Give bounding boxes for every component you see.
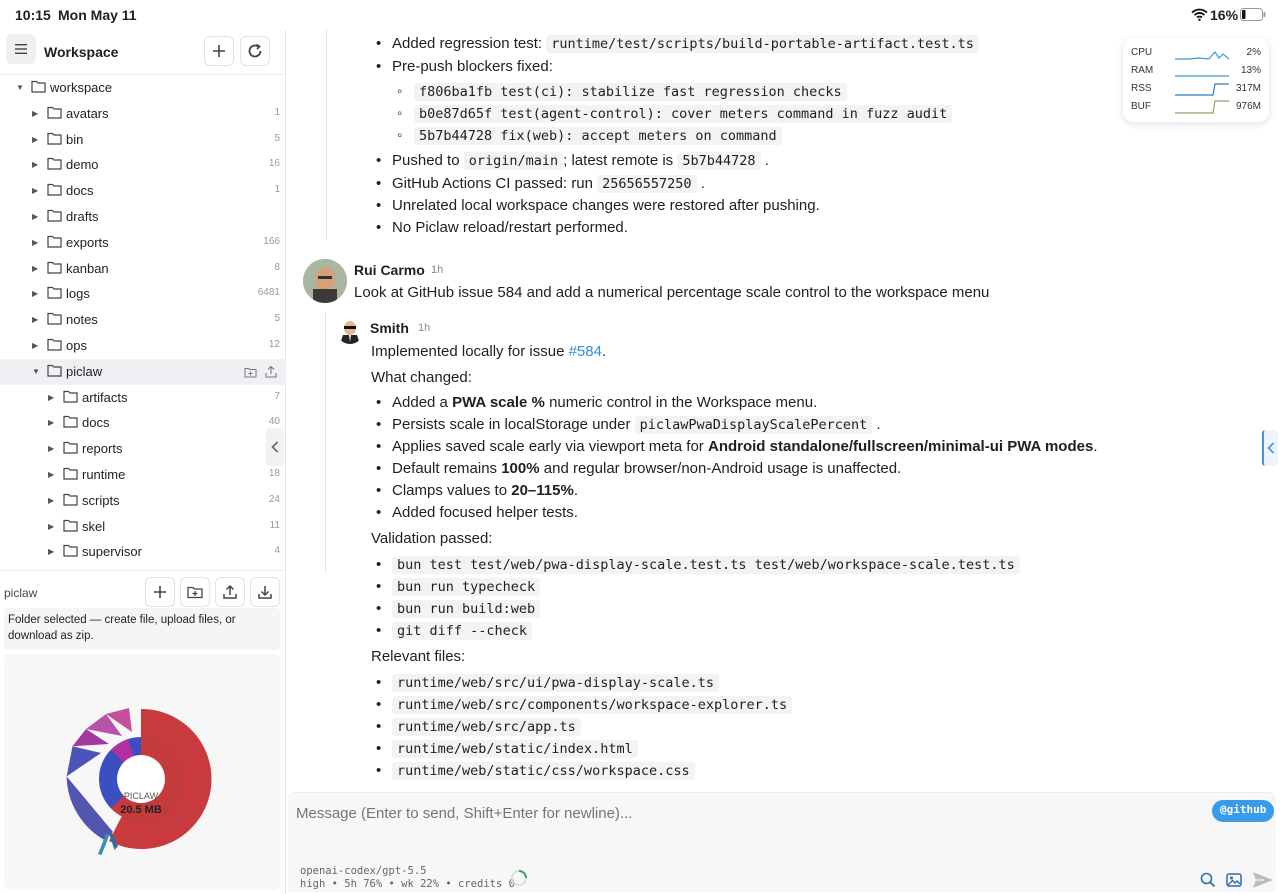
tree-item-label: exports	[66, 234, 109, 250]
new-file-button[interactable]	[204, 36, 234, 66]
folder-icon	[47, 132, 62, 148]
right-panel-handle[interactable]	[1262, 430, 1278, 466]
section-heading: Relevant files:	[371, 648, 466, 665]
tree-item-label: runtime	[82, 467, 126, 482]
meter-rss: RSS 317M	[1131, 80, 1261, 98]
avatar	[303, 259, 347, 303]
tree-item-notes[interactable]	[0, 307, 286, 333]
tree-item-label: notes	[66, 312, 98, 328]
caret-right-icon[interactable]: ▶	[32, 134, 39, 144]
search-icon[interactable]	[1200, 872, 1216, 888]
list-item: • Added focused helper tests.	[376, 504, 578, 521]
usage-stats: high • 5h 76% • wk 22% • credits 0	[300, 878, 515, 890]
caret-right-icon[interactable]: ▶	[48, 418, 55, 428]
reply-author: Smith	[370, 320, 409, 336]
tree-item-label: piclaw	[66, 363, 103, 379]
tree-item-exports[interactable]	[0, 230, 286, 256]
collapse-sidebar-handle[interactable]	[266, 428, 284, 466]
list-item: • Default remains 100% and regular browser/non-Android usage is unaffected.	[376, 460, 902, 477]
caret-right-icon[interactable]: ▶	[48, 495, 55, 505]
list-item: • Pushed to origin/main ; latest remote is 5b7b44728 .	[376, 152, 769, 169]
caret-right-icon[interactable]: ▶	[48, 392, 55, 402]
list-item: • Added regression test: runtime/test/scripts/build-portable-artifact.test.ts	[376, 35, 979, 52]
caret-right-icon[interactable]: ▶	[48, 470, 55, 479]
tree-item-workspace[interactable]	[0, 75, 286, 101]
list-item: • GitHub Actions CI passed: run 25656557250 .	[376, 175, 705, 192]
tree-item-demo[interactable]	[0, 152, 286, 178]
caret-right-icon[interactable]: ▶	[32, 263, 39, 273]
caret-right-icon[interactable]: ▶	[48, 521, 55, 531]
tree-item-label: kanban	[66, 260, 109, 276]
github-badge[interactable]: @github	[1212, 800, 1274, 822]
tree-item-count: 7	[274, 390, 280, 402]
reply-intro: Implemented locally for issue #584.	[371, 343, 607, 360]
status-bar	[0, 0, 1280, 30]
message-author: Rui Carmo	[354, 262, 425, 278]
meter-cpu: CPU 2%	[1131, 44, 1261, 62]
agent-avatar-icon	[337, 318, 363, 344]
caret-right-icon[interactable]: ▶	[48, 444, 55, 454]
folder-icon	[63, 467, 78, 483]
folder-icon	[47, 261, 62, 277]
battery-icon	[1240, 8, 1266, 21]
folder-icon	[63, 415, 78, 431]
tree-item-count: 16	[268, 158, 280, 170]
wifi-icon	[1191, 8, 1208, 21]
section-heading: Validation passed:	[371, 530, 493, 547]
caret-right-icon[interactable]: ▶	[32, 341, 39, 350]
caret-right-icon[interactable]: ▶	[32, 237, 39, 247]
tree-item-label: avatars	[66, 105, 109, 121]
tree-item-label: docs	[82, 415, 110, 431]
list-item: • Unrelated local workspace changes were restored after pushing.	[376, 197, 820, 214]
caret-right-icon[interactable]: ▶	[32, 212, 39, 221]
list-item: • bun test test/web/pwa-display-scale.test.ts test/web/workspace-scale.test.ts	[376, 556, 1020, 573]
tree-item-label: workspace	[50, 80, 113, 95]
current-folder-name: piclaw	[4, 586, 38, 600]
folder-icon	[47, 235, 62, 251]
folder-hint: Folder selected — create file, upload files, or download as zip.	[4, 608, 280, 650]
sidebar-title: Workspace	[44, 44, 119, 60]
list-item: ◦ b0e87d65f test(agent-control): cover meters command in fuzz audit	[397, 105, 952, 122]
hamburger-icon	[15, 44, 27, 54]
tree-item-count: 4	[274, 545, 280, 557]
caret-right-icon[interactable]: ▶	[32, 108, 39, 118]
tree-item-count: 11	[269, 519, 280, 531]
folder-icon	[63, 493, 78, 509]
tree-item-count: 24	[268, 493, 280, 505]
tree-item-count: 8	[274, 261, 280, 273]
thread-line	[326, 30, 327, 240]
upload-button[interactable]	[215, 577, 245, 607]
tree-item-count: 40	[268, 416, 280, 428]
chat-area	[287, 30, 1280, 894]
download-zip-button[interactable]	[250, 577, 280, 607]
tree-item-ops[interactable]	[0, 333, 286, 359]
list-item: • No Piclaw reload/restart performed.	[376, 219, 628, 236]
message-input[interactable]	[296, 799, 1196, 827]
meter-ram: RAM 13%	[1131, 62, 1261, 80]
file-tree	[0, 75, 286, 565]
tree-item-reports[interactable]	[0, 436, 286, 462]
tree-item-count: 12	[268, 339, 280, 350]
folder-icon	[63, 544, 78, 560]
workspace-sidebar	[0, 30, 286, 894]
create-file-button[interactable]	[145, 577, 175, 607]
message-composer	[288, 792, 1276, 892]
list-item: • Added a PWA scale % numeric control in the Workspace menu.	[376, 394, 818, 411]
list-item: • runtime/web/src/ui/pwa-display-scale.ts	[376, 674, 719, 691]
folder-icon	[47, 338, 62, 354]
new-folder-button[interactable]	[180, 577, 210, 607]
menu-button[interactable]	[6, 34, 36, 64]
tree-item-skel[interactable]	[0, 514, 286, 540]
tree-item-count: 5	[274, 132, 280, 144]
tree-item-count: 5	[274, 313, 280, 325]
caret-right-icon[interactable]: ▶	[32, 289, 39, 299]
caret-right-icon[interactable]: ▶	[32, 315, 39, 325]
folder-icon	[47, 106, 62, 122]
folder-icon	[63, 390, 78, 406]
chevron-left-icon	[1267, 442, 1275, 454]
new-folder-icon[interactable]	[244, 366, 257, 381]
sunburst-slice	[67, 746, 101, 776]
caret-down-icon[interactable]: ▼	[16, 83, 24, 92]
tree-item-drafts[interactable]	[0, 204, 286, 230]
list-item: • runtime/web/src/app.ts	[376, 718, 581, 735]
tree-item-label: drafts	[66, 209, 99, 224]
tree-item-label: ops	[66, 338, 87, 353]
tree-item-label: skel	[82, 518, 106, 534]
list-item: • runtime/web/static/index.html	[376, 740, 638, 757]
tree-item-docs[interactable]	[0, 410, 286, 436]
tree-item-label: bin	[66, 131, 84, 147]
tree-item-label: supervisor	[82, 544, 142, 560]
upload-icon	[222, 584, 238, 600]
tree-item-count: 1	[274, 184, 280, 196]
download-icon	[257, 584, 273, 600]
tree-item-label: reports	[82, 441, 123, 457]
folder-icon	[47, 312, 62, 328]
system-meters[interactable]	[1123, 38, 1269, 122]
rss-sparkline	[1175, 80, 1229, 98]
storage-sunburst-chart[interactable]	[4, 654, 280, 890]
folder-icon	[47, 364, 62, 380]
avatar	[337, 318, 363, 344]
refresh-icon	[247, 43, 263, 59]
sunburst-label: PICLAW	[123, 791, 159, 801]
tree-item-artifacts[interactable]	[0, 385, 286, 411]
list-item: • Persists scale in localStorage under piclawPwaDisplayScalePercent .	[376, 416, 881, 433]
list-item: • runtime/web/src/components/workspace-explorer.ts	[376, 696, 792, 713]
caret-right-icon[interactable]: ▶	[32, 160, 39, 170]
list-item: • Applies saved scale early via viewport meta for Android standalone/fullscreen/minimal-ui PWA modes.	[376, 438, 1098, 455]
ram-sparkline	[1175, 62, 1229, 80]
list-item: • Clamps values to 20–115%.	[376, 482, 578, 499]
tree-item-supervisor[interactable]	[0, 539, 286, 565]
caret-right-icon[interactable]: ▶	[32, 186, 39, 196]
tree-item-runtime[interactable]	[0, 462, 286, 488]
folder-icon	[31, 80, 46, 96]
message-time: 1h	[431, 264, 444, 276]
folder-icon	[63, 519, 78, 535]
tree-item-avatars[interactable]	[0, 101, 286, 127]
image-attach-icon[interactable]	[1226, 872, 1242, 888]
caret-right-icon[interactable]: ▶	[48, 547, 55, 557]
list-item: ◦ 5b7b44728 fix(web): accept meters on command	[397, 127, 782, 144]
caret-down-icon[interactable]: ▼	[32, 366, 40, 376]
model-name[interactable]: openai-codex/gpt-5.5	[300, 865, 427, 877]
tree-item-count: 6481	[257, 287, 280, 299]
new-folder-icon	[187, 585, 203, 599]
tree-item-scripts[interactable]	[0, 488, 286, 514]
cpu-sparkline	[1175, 44, 1229, 62]
meter-buf: BUF 976M	[1131, 98, 1261, 116]
user-avatar-icon	[303, 259, 347, 303]
sunburst-size: 20.5 MB	[120, 804, 162, 816]
tree-item-bin[interactable]	[0, 127, 286, 153]
status-time: 10:15	[15, 7, 51, 23]
battery-percent: 16%	[1210, 7, 1239, 23]
tree-item-count: 18	[268, 468, 280, 479]
storage-sunburst-card	[4, 654, 280, 890]
folder-icon	[63, 441, 78, 457]
divider	[0, 570, 286, 571]
list-item: • bun run typecheck	[376, 578, 540, 595]
tree-item-label: scripts	[82, 492, 120, 508]
send-icon[interactable]	[1252, 870, 1274, 890]
loading-spinner-icon	[510, 869, 528, 887]
thread-line	[325, 312, 326, 574]
issue-link[interactable]: #584	[568, 343, 602, 360]
tree-item-docs[interactable]	[0, 178, 286, 204]
message-text: Look at GitHub issue 584 and add a numerical percentage scale control to the workspace menu	[354, 284, 990, 301]
reply-time: 1h	[418, 322, 431, 334]
chevron-left-icon	[271, 441, 279, 453]
status-date: Mon May 11	[58, 7, 137, 23]
tree-item-count: 1	[274, 106, 280, 118]
folder-icon	[47, 183, 62, 199]
plus-icon	[212, 44, 226, 58]
list-item: • git diff --check	[376, 622, 532, 639]
tree-item-label: logs	[66, 286, 90, 302]
folder-icon	[47, 209, 62, 225]
list-item: ◦ f806ba1fb test(ci): stabilize fast regression checks	[397, 83, 847, 100]
tree-item-kanban[interactable]	[0, 256, 286, 282]
list-item: • runtime/web/static/css/workspace.css	[376, 762, 695, 779]
list-item: • bun run build:web	[376, 600, 540, 617]
section-heading: What changed:	[371, 369, 472, 386]
tree-item-count: 166	[263, 235, 280, 247]
plus-icon	[153, 585, 167, 599]
upload-icon[interactable]	[265, 365, 277, 381]
refresh-button[interactable]	[240, 36, 270, 66]
tree-item-label: artifacts	[82, 389, 128, 405]
folder-icon	[47, 286, 62, 302]
buf-sparkline	[1175, 98, 1229, 116]
tree-item-logs[interactable]	[0, 281, 286, 307]
tree-item-piclaw[interactable]	[0, 359, 286, 385]
folder-icon	[47, 157, 62, 173]
tree-item-label: docs	[66, 183, 94, 199]
tree-item-label: demo	[66, 157, 99, 173]
list-item: • Pre-push blockers fixed:	[376, 58, 553, 75]
